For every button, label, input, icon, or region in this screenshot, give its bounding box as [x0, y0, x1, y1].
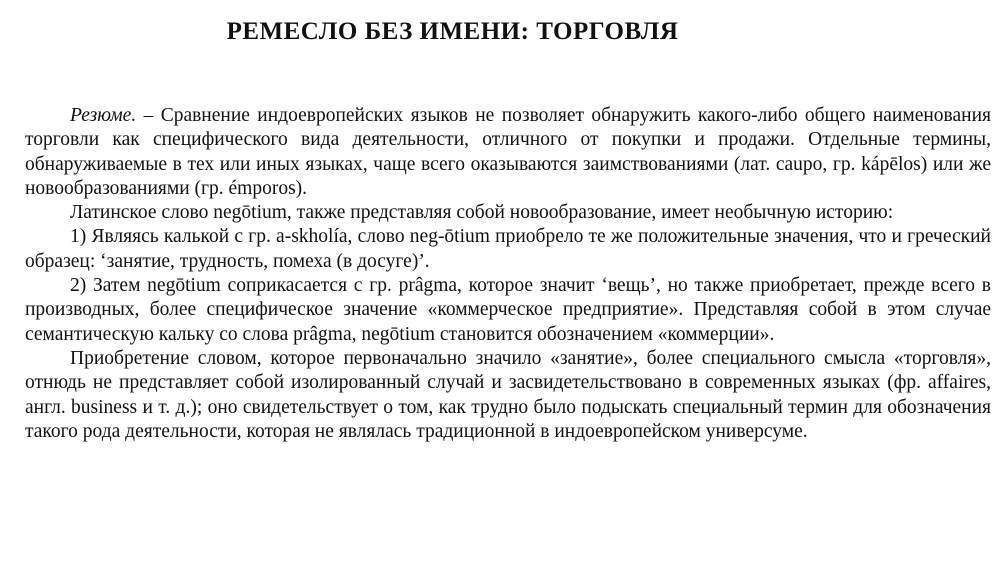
summary-text: – Сравнение индоевропейских языков не позволяет обнаружить какого-либо общего наименования торговли как специфического вида деятельности, отличного от покупки и продажи. Отдельные термины, обнаруживаемые в тех или иных языках, чаще всего оказываются заимствованиями (лат. caupo, гр. kápēlos) или же новообразованиями (гр. émporos). — [25, 105, 991, 199]
summary-lead: Резюме. — [70, 105, 137, 126]
paragraph-point-1: 1) Являясь калькой с гр. a-skholía, слово neg-ōtium приобрело те же положительные значения, что и греческий образец: ‘занятие, трудность, помеха (в досуге)’. — [25, 226, 991, 272]
paragraph-point-2: 2) Затем negōtium соприкасается с гр. prâgma, которое значит ‘вещь’, но также приобретает, прежде всего в производных, более специфическое значение «коммерческое предприятие». Представляя собой в этом случае семантическую кальку со слова prâgma, negōtium становится обозначением «коммерции». — [25, 275, 991, 345]
page-title: РЕМЕСЛО БЕЗ ИМЕНИ: ТОРГОВЛЯ — [226, 18, 679, 45]
summary-paragraph — [25, 104, 991, 201]
document-body — [25, 104, 991, 444]
paragraph-conclusion: Приобретение словом, которое первоначально значило «занятие», более специального смысла «торговля», отнюдь не представляет собой изолированный случай и засвидетельствовано в современных языках (фр. affaires, англ. business и т. д.); оно свидетельствует о том, как трудно было подыскать специальный термин для обозначения такого рода деятельности, которая не являлась традиционной в индоевропейском универсуме. — [25, 347, 991, 442]
paragraph-negotium-intro: Латинское слово negōtium, также представляя собой новообразование, имеет необычную историю: — [70, 202, 894, 224]
